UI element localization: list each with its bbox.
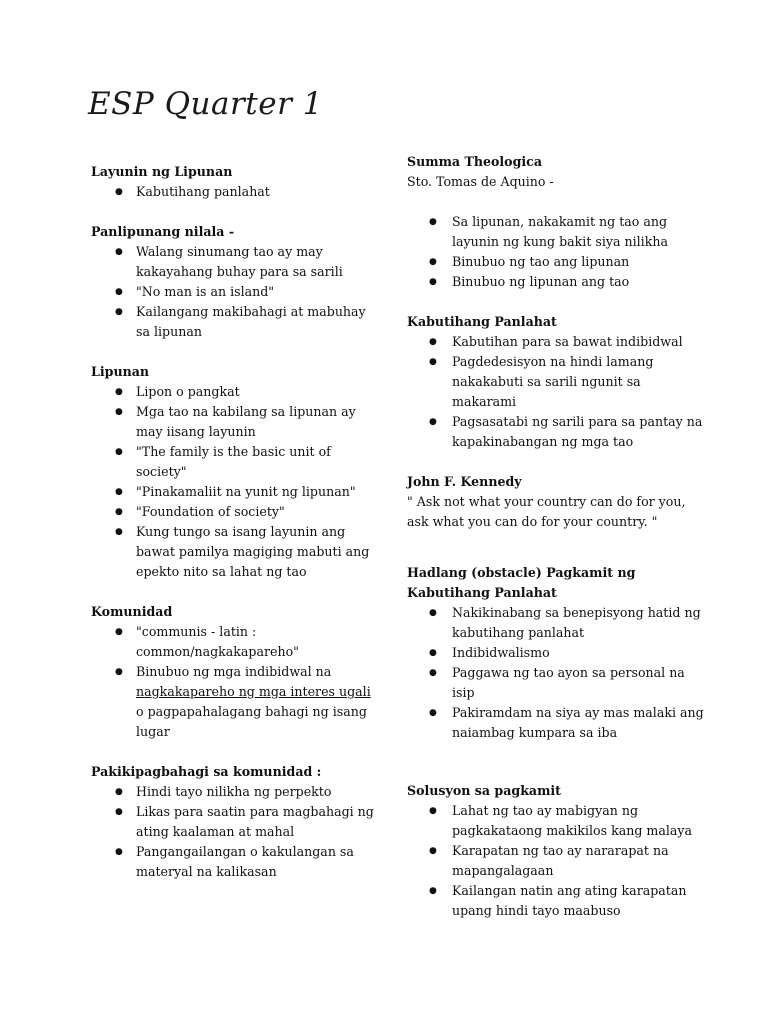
section-heading: Panlipunang nilala -	[91, 224, 235, 239]
list-item: ● Mga tao na kabilang sa lipunan ay may iisang layunin	[91, 402, 381, 442]
list-item: ● Binubuo ng tao ang lipunan	[407, 252, 707, 272]
list-item: ● "The family is the basic unit of society"	[91, 442, 381, 482]
list-item: ● Lipon o pangkat	[91, 382, 381, 402]
bullet-list	[91, 382, 381, 582]
list-item-text: Binubuo ng mga indibidwal na	[136, 664, 332, 679]
section-heading: Kabutihang Panlahat	[407, 314, 557, 329]
bullet-list	[91, 622, 381, 742]
list-item: ● "Foundation of society"	[91, 502, 381, 522]
list-item: ● Sa lipunan, nakakamit ng tao ang layunin ng kung bakit siya nilikha	[407, 212, 707, 252]
section-heading: Summa Theologica	[407, 154, 542, 169]
section-heading: Hadlang (obstacle) Pagkamit ng Kabutihang Panlahat	[407, 565, 636, 600]
list-item: ● Pangangailangan o kakulangan sa materyal na kalikasan	[91, 842, 381, 882]
list-item: ● Pagdedesisyon na hindi lamang nakakabuti sa sarili ngunit sa makarami	[407, 352, 707, 412]
quote-text: " Ask not what your country can do for you, ask what you can do for your country. "	[407, 494, 686, 529]
section-layunin	[91, 162, 381, 202]
list-item: ● Kung tungo sa isang layunin ang bawat pamilya magiging mabuti ang epekto nito sa lahat ng tao	[91, 522, 381, 582]
section-solusyon	[407, 781, 707, 921]
list-item: ● Indibidwalismo	[407, 643, 707, 663]
list-item: ● Pakiramdam na siya ay mas malaki ang naiambag kumpara sa iba	[407, 703, 707, 743]
bullet-list	[91, 182, 381, 202]
bullet-list	[407, 212, 707, 292]
section-subtitle: Sto. Tomas de Aquino -	[407, 174, 554, 189]
list-item: ● Hindi tayo nilikha ng perpekto	[91, 782, 381, 802]
section-komunidad	[91, 602, 381, 742]
section-heading: Layunin ng Lipunan	[91, 164, 233, 179]
list-item	[91, 662, 381, 742]
list-item: ● "Pinakamaliit na yunit ng lipunan"	[91, 482, 381, 502]
list-item: ● Likas para saatin para magbahagi ng ating kaalaman at mahal	[91, 802, 381, 842]
bullet-list	[407, 801, 707, 921]
list-item-text: o pagpapahalagang bahagi ng isang lugar	[136, 704, 367, 739]
section-kennedy	[407, 472, 707, 532]
section-kabutihang-panlahat	[407, 312, 707, 452]
list-item: ● Walang sinumang tao ay may kakayahang buhay para sa sarili	[91, 242, 381, 282]
list-item: ● Nakikinabang sa benepisyong hatid ng kabutihang panlahat	[407, 603, 707, 643]
bullet-list	[407, 332, 707, 452]
list-item: ● Kailangan natin ang ating karapatan upang hindi tayo maabuso	[407, 881, 707, 921]
right-column	[407, 152, 707, 921]
list-item: ● Karapatan ng tao ay nararapat na mapangalagaan	[407, 841, 707, 881]
document-title: ESP Quarter 1	[88, 86, 323, 122]
bullet-list	[91, 242, 381, 342]
list-item: ● Binubuo ng lipunan ang tao	[407, 272, 707, 292]
section-lipunan	[91, 362, 381, 582]
bullet-list	[407, 603, 707, 743]
section-heading: John F. Kennedy	[407, 474, 522, 489]
list-item: ● "communis - latin : common/nagkakapareho"	[91, 622, 381, 662]
section-heading: Komunidad	[91, 604, 173, 619]
section-hadlang	[407, 563, 707, 743]
left-column	[91, 162, 381, 882]
list-item: ● Paggawa ng tao ayon sa personal na isip	[407, 663, 707, 703]
list-item: ● Lahat ng tao ay mabigyan ng pagkakataong makikilos kang malaya	[407, 801, 707, 841]
list-item: ● "No man is an island"	[91, 282, 381, 302]
list-item: ● Kabutihan para sa bawat indibidwal	[407, 332, 707, 352]
section-pakikipagbahagi	[91, 762, 381, 882]
bullet-list	[91, 782, 381, 882]
section-heading: Solusyon sa pagkamit	[407, 783, 562, 798]
list-item: ● Pagsasatabi ng sarili para sa pantay na kapakinabangan ng mga tao	[407, 412, 707, 452]
list-item: ● Kailangang makibahagi at mabuhay sa lipunan	[91, 302, 381, 342]
section-summa	[407, 152, 707, 292]
list-item: ● Kabutihang panlahat	[91, 182, 381, 202]
underlined-text: nagkakapareho ng mga interes ugali	[136, 684, 371, 699]
section-heading: Lipunan	[91, 364, 150, 379]
section-heading: Pakikipagbahagi sa komunidad :	[91, 764, 322, 779]
section-panlipunang	[91, 222, 381, 342]
